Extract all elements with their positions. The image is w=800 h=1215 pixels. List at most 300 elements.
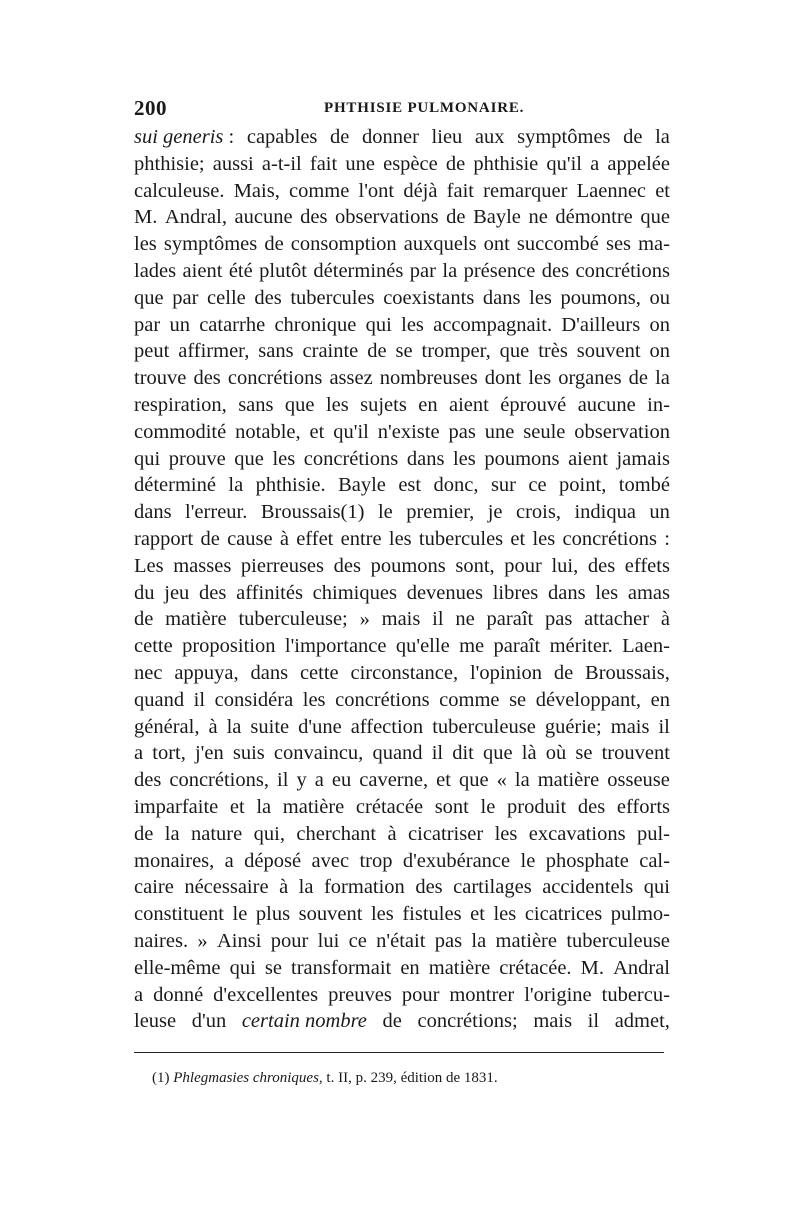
word: concrétions (575, 259, 670, 282)
word: a (134, 983, 144, 1006)
word: tort, (152, 742, 186, 765)
word: effet (296, 527, 334, 550)
word: quand (134, 688, 185, 711)
word: remarquer (483, 179, 568, 202)
word: nature (191, 822, 243, 845)
word: n'existe (377, 420, 440, 443)
word: été (228, 259, 253, 282)
word: il (432, 608, 444, 631)
word: concrétions (562, 527, 657, 550)
word: déposé (244, 849, 302, 872)
word: les (325, 393, 349, 416)
word: on (649, 313, 670, 336)
word: dans (482, 286, 521, 309)
word: cicatrices (524, 903, 603, 926)
word: que (499, 340, 530, 363)
word: des (587, 554, 616, 577)
word: éprouvé (500, 393, 567, 416)
text-line (134, 606, 670, 633)
word: des (199, 581, 227, 604)
word: à (279, 876, 289, 899)
word: et (309, 420, 325, 443)
word: sont, (455, 554, 495, 577)
word: Andral (613, 956, 670, 979)
word: concrétions (335, 688, 430, 711)
word: ne (455, 608, 475, 631)
word: donné (153, 983, 204, 1006)
text-line (134, 499, 670, 526)
word: qu'elle (395, 635, 450, 658)
word: à (387, 822, 397, 845)
word: paraît (493, 635, 541, 658)
word: phosphate (545, 849, 629, 872)
word: cartilages (453, 876, 532, 899)
word: cherchant (296, 822, 377, 845)
word: le (232, 903, 248, 926)
word: suis (232, 742, 265, 765)
text-line (134, 392, 670, 419)
word: des (333, 554, 361, 577)
word: une (345, 152, 375, 175)
word: proposition (182, 635, 276, 658)
word: matière (428, 956, 491, 979)
word: certain nombre (241, 1010, 367, 1033)
text-line (134, 312, 670, 339)
word: affirmer, (178, 340, 250, 363)
word: de (623, 126, 643, 148)
word: concrétions (303, 447, 399, 470)
word: tuberculeuse (566, 929, 670, 952)
word: symptômes (517, 126, 611, 148)
text-line (134, 285, 670, 312)
word: une (484, 420, 515, 443)
word: concrétions; (417, 1010, 518, 1033)
word: prouve (168, 447, 226, 470)
word: et (229, 795, 245, 818)
word: pour (270, 929, 309, 952)
word: observation (574, 420, 670, 443)
word: amas (627, 581, 670, 604)
word: l'erreur. (185, 501, 248, 524)
word: en (418, 393, 438, 416)
word: des (193, 367, 221, 390)
text-line (134, 928, 670, 955)
word: Laen- (622, 635, 670, 658)
word: la (226, 715, 242, 738)
text-line (134, 124, 670, 151)
word: n'était (376, 929, 426, 952)
word: me (459, 635, 485, 658)
text-line (134, 633, 670, 660)
word: la (256, 795, 272, 818)
word: cette (299, 661, 339, 684)
word: produit (507, 795, 567, 818)
word: succombé (516, 233, 599, 256)
word: M. (580, 956, 604, 979)
word: de (367, 340, 387, 363)
text-line (134, 553, 670, 580)
word: appelée (607, 152, 670, 175)
text-line (134, 821, 670, 848)
word: donc, (433, 474, 479, 497)
word: de (446, 206, 466, 229)
word: ce (528, 474, 547, 497)
word: par (172, 286, 199, 309)
text-line (134, 740, 670, 767)
footnote (152, 1070, 498, 1087)
word: concrétions (227, 367, 323, 390)
word: chronique (274, 313, 357, 336)
page-header (134, 96, 670, 120)
word: les (494, 822, 518, 845)
word: pul- (636, 822, 670, 845)
word: les (302, 688, 326, 711)
word: jamais (616, 447, 670, 470)
word: celle (207, 286, 246, 309)
word: souvent (298, 903, 363, 926)
footnote-marker: (1) (152, 1070, 170, 1086)
word: ce (348, 929, 367, 952)
word: présence (463, 259, 536, 282)
word: monaires, (134, 849, 215, 872)
word: tubercules (290, 286, 375, 309)
word: aussi (212, 152, 254, 175)
word: admet, (614, 1010, 670, 1033)
word: trouvent (601, 742, 670, 765)
word: caverne, (359, 769, 429, 792)
word: général, (134, 715, 200, 738)
word: où (545, 742, 567, 765)
word: osseuse (607, 769, 670, 792)
word: efforts (616, 795, 670, 818)
word: de (200, 527, 220, 550)
word: un (169, 313, 190, 336)
word: matière (495, 929, 557, 952)
word: accidentels (542, 876, 634, 899)
word: a (314, 769, 324, 792)
word: plutôt (259, 259, 307, 282)
word: a (590, 152, 600, 175)
text-line (134, 472, 670, 499)
word: la (442, 259, 458, 282)
word: a-t-il (261, 152, 302, 175)
word: la (471, 929, 487, 952)
word: qui (134, 447, 161, 470)
word: Les (134, 554, 164, 577)
word: formation (323, 876, 405, 899)
word: il (431, 742, 444, 765)
word: aucune (577, 393, 636, 416)
word: en (400, 956, 420, 979)
word: comme (289, 179, 350, 202)
word: et (510, 527, 526, 550)
word: d'un (191, 1010, 227, 1033)
word: observations (334, 206, 439, 229)
footnote-details: t. II, p. 239, édition de 1831. (326, 1070, 498, 1086)
word: guérie; (544, 715, 602, 738)
word: crétacée (355, 795, 424, 818)
word: que (640, 206, 670, 229)
word: cicatriser (408, 822, 484, 845)
word: rapport (134, 527, 194, 550)
word: qu'il (546, 152, 583, 175)
word: notable, (235, 420, 301, 443)
word: suite (250, 715, 290, 738)
word: dont (484, 367, 522, 390)
word: de (628, 367, 649, 390)
word: pour (401, 983, 440, 1006)
word: de (330, 126, 350, 148)
word: l'opinion (469, 661, 542, 684)
word: pulmo- (610, 903, 670, 926)
text-line (134, 419, 670, 446)
word: seule (523, 420, 566, 443)
word: donner (362, 126, 419, 148)
word: se (509, 688, 527, 711)
running-title: PHTHISIE PULMONAIRE. (324, 100, 525, 116)
word: phthisie. (255, 474, 326, 497)
word: de (134, 608, 154, 631)
word: Laennec (576, 179, 647, 202)
word: les (493, 903, 517, 926)
word: d'exubérance (402, 849, 511, 872)
word: que (458, 769, 489, 792)
word: crainte (302, 340, 359, 363)
word: D'ailleurs (561, 313, 641, 336)
word: commodité (134, 420, 227, 443)
word: aucune (234, 206, 293, 229)
word: qui, (253, 822, 285, 845)
word: tuberculeuse (432, 715, 536, 738)
word: point, (559, 474, 607, 497)
word: très (538, 340, 568, 363)
word: sans (238, 393, 274, 416)
word: les (532, 527, 556, 550)
word: sont (434, 795, 469, 818)
word: il (587, 1010, 600, 1033)
word: des (300, 206, 328, 229)
text-line (134, 204, 670, 231)
word: avec (311, 849, 350, 872)
word: tubercu- (601, 983, 670, 1006)
word: lieu (431, 126, 463, 148)
text-line (134, 526, 670, 553)
text-line (134, 874, 670, 901)
word: cal- (639, 849, 670, 872)
word: assez (329, 367, 373, 390)
word: souvent (576, 340, 641, 363)
word: constituent (134, 903, 224, 926)
word: comme (439, 688, 500, 711)
text-line (134, 258, 670, 285)
word: des (577, 795, 606, 818)
word: Bayle (338, 474, 386, 497)
word: le (520, 849, 536, 872)
word: déterminé (134, 474, 216, 497)
page-number: 200 (134, 96, 167, 120)
word: à (208, 715, 218, 738)
word: des (254, 286, 282, 309)
word: il (193, 688, 206, 711)
text-line (134, 1008, 670, 1035)
word: premier, (406, 501, 475, 524)
word: tombé (618, 474, 670, 497)
word: Broussais(1) (260, 501, 365, 524)
text-line (134, 151, 670, 178)
word: l'ont (358, 179, 395, 202)
word: l'origine (524, 983, 592, 1006)
word: ma- (638, 233, 670, 256)
word: excavations (528, 822, 626, 845)
text-line (134, 767, 670, 794)
word: le (377, 501, 393, 524)
text-line (134, 338, 670, 365)
word: poumons (484, 447, 560, 470)
word: jeu (164, 581, 190, 604)
word: en (650, 688, 670, 711)
word: symptômes (163, 233, 258, 256)
word: de (553, 661, 574, 684)
word: naires. (134, 929, 189, 952)
text-line (134, 660, 670, 687)
word: cette (134, 635, 173, 658)
word: des (134, 769, 162, 792)
word: de (264, 233, 284, 256)
word: mais (381, 608, 421, 631)
word: qui (365, 313, 392, 336)
word: libres (492, 581, 539, 604)
word: transformait (291, 956, 392, 979)
word: des (415, 876, 443, 899)
text-line (134, 446, 670, 473)
word: concrétions, (169, 769, 269, 792)
word: je (487, 501, 503, 524)
word: les (595, 581, 619, 604)
footnote-divider (134, 1052, 664, 1053)
word: a (224, 849, 234, 872)
word: paraît (486, 608, 534, 631)
word: espèce (383, 152, 438, 175)
word: mériter. (549, 635, 613, 658)
text-line (134, 982, 670, 1009)
word: la (164, 822, 180, 845)
word: les (272, 447, 296, 470)
word: eu (331, 769, 352, 792)
word: d'excellentes (213, 983, 319, 1006)
word: aient (568, 447, 608, 470)
word: fait (446, 179, 474, 202)
word: de (382, 1010, 402, 1033)
word: plus (255, 903, 291, 926)
word: développant, (535, 688, 642, 711)
word: dans (134, 501, 172, 524)
word: que (234, 447, 264, 470)
word: et (470, 903, 485, 926)
word: crétacée. (499, 956, 572, 979)
word: se (395, 340, 413, 363)
word: et (655, 179, 670, 202)
word: indiqua (574, 501, 636, 524)
word: peut (134, 340, 170, 363)
word: montrer (449, 983, 515, 1006)
word: considéra (214, 688, 294, 711)
word: nécessaire (184, 876, 269, 899)
word: à (660, 608, 670, 631)
word: Andral, (164, 206, 227, 229)
text-line (134, 901, 670, 928)
word: » (359, 608, 370, 631)
word: qui (643, 876, 670, 899)
word: ne (528, 206, 548, 229)
word: lui (317, 929, 340, 952)
word: dans (406, 447, 445, 470)
word: que (134, 286, 164, 309)
word: circonstance, (350, 661, 459, 684)
word: d'une (298, 715, 342, 738)
word: matière (537, 769, 600, 792)
word: pour (504, 554, 542, 577)
text-line (134, 365, 670, 392)
word: Bayle (473, 206, 521, 229)
word: aient (182, 259, 223, 282)
word: imparfaite (134, 795, 219, 818)
word: capables (246, 126, 318, 148)
word: M. (134, 206, 158, 229)
word: il (277, 769, 289, 792)
word: » (197, 929, 208, 952)
word: se (575, 742, 593, 765)
word: se (264, 956, 282, 979)
word: sujets (360, 393, 407, 416)
word: dans (548, 581, 586, 604)
word: le (480, 795, 496, 818)
word: mais (610, 715, 650, 738)
word: la (298, 876, 314, 899)
word: qu'il (333, 420, 369, 443)
word: poumons (370, 554, 446, 577)
word: catarrhe (199, 313, 266, 336)
text-line (134, 178, 670, 205)
word: déterminés (313, 259, 404, 282)
word: entre (340, 527, 382, 550)
word: les (370, 903, 394, 926)
word: déjà (403, 179, 438, 202)
word: par (409, 259, 436, 282)
word: on (649, 340, 670, 363)
word: les (452, 447, 476, 470)
word: aient (449, 393, 489, 416)
word: tromper, (421, 340, 491, 363)
text-line (134, 231, 670, 258)
word: dit (452, 742, 474, 765)
word: preuves (328, 983, 392, 1006)
word: tuberculeuse; (238, 608, 348, 631)
text-line (134, 580, 670, 607)
word: fait (309, 152, 338, 175)
word: mais (533, 1010, 573, 1033)
word: fistules (402, 903, 462, 926)
word: pas (545, 608, 573, 631)
text-line (134, 794, 670, 821)
word: appuya, (174, 661, 239, 684)
word: calculeuse. (134, 179, 225, 202)
word: Mais, (233, 179, 280, 202)
word: convaincu, (273, 742, 364, 765)
word: devenues (406, 581, 483, 604)
word: masses (173, 554, 232, 577)
word: les (529, 286, 552, 309)
text-line (134, 687, 670, 714)
